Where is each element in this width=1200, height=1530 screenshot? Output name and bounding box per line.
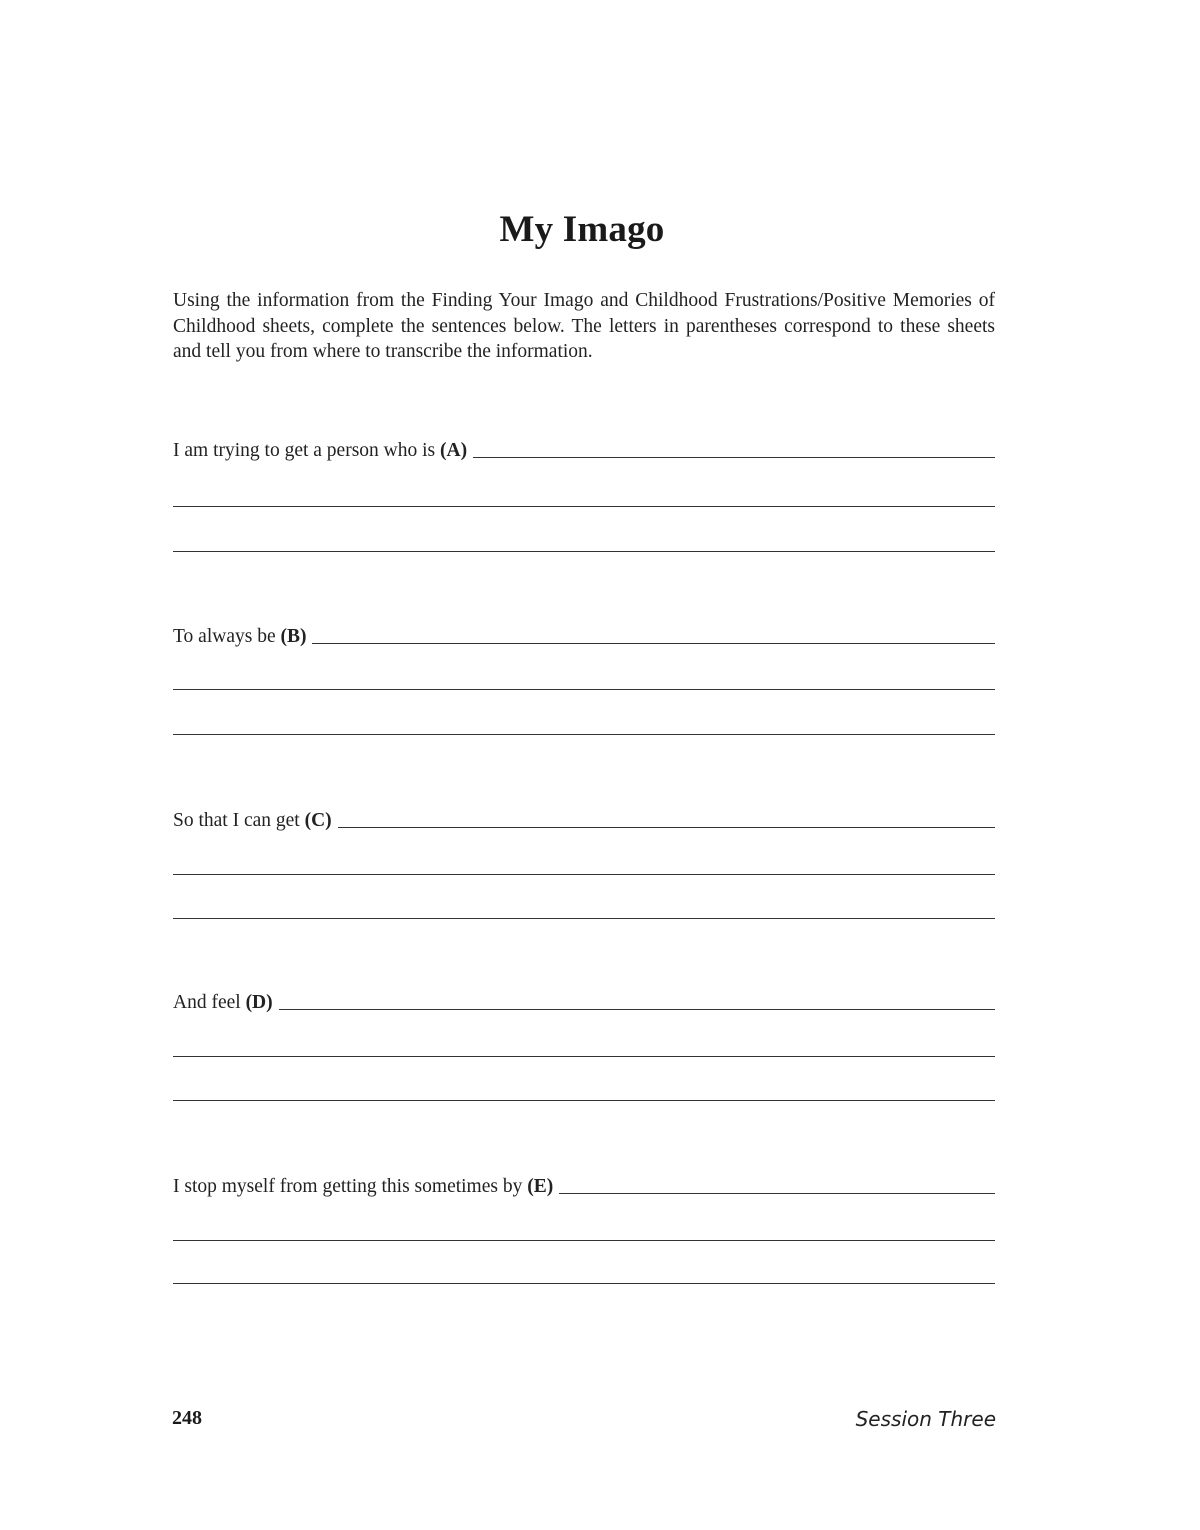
field-e — [173, 1170, 995, 1198]
field-e-answer-line-1[interactable] — [559, 1192, 995, 1194]
instructions-paragraph: Using the information from the Finding Your Imago and Childhood Frustrations/Positive Memories of Childhood sheets, complete the sentences below. The letters in parentheses correspond to these sheets and tell you from where to transcribe the information. — [173, 290, 995, 362]
field-e-answer-line-2[interactable] — [173, 1240, 995, 1241]
page-number: 248 — [172, 1407, 202, 1429]
field-d-answer-line-1[interactable] — [279, 1008, 995, 1010]
field-d-prompt: And feel (D) — [173, 992, 273, 1013]
field-c-answer-line-1[interactable] — [338, 826, 995, 828]
field-c-prompt: So that I can get (C) — [173, 810, 332, 831]
page-title: My Imago — [499, 209, 665, 250]
field-b-prompt: To always be (B) — [173, 626, 307, 647]
field-a-answer-line-2[interactable] — [173, 506, 995, 507]
field-d-answer-line-3[interactable] — [173, 1100, 995, 1101]
field-e-answer-line-3[interactable] — [173, 1283, 995, 1284]
field-a-prompt: I am trying to get a person who is (A) — [173, 440, 468, 461]
field-d-answer-line-2[interactable] — [173, 1056, 995, 1057]
field-b-answer-line-3[interactable] — [173, 734, 995, 735]
field-a-code: (A) — [440, 440, 468, 461]
field-a-answer-line-3[interactable] — [173, 551, 995, 552]
field-e-prompt: I stop myself from getting this sometimes by (E) — [173, 1176, 554, 1197]
field-b-answer-line-2[interactable] — [173, 689, 995, 690]
section-label: Session Three — [855, 1407, 996, 1431]
field-c-answer-line-2[interactable] — [173, 874, 995, 875]
field-b-answer-line-1[interactable] — [312, 642, 995, 644]
field-d — [173, 986, 995, 1014]
field-c-answer-line-3[interactable] — [173, 918, 995, 919]
field-c-code: (C) — [304, 810, 332, 831]
field-a — [173, 434, 995, 462]
field-b-code: (B) — [280, 626, 307, 647]
field-d-code: (D) — [245, 992, 273, 1013]
field-c — [173, 804, 995, 832]
field-a-answer-line-1[interactable] — [473, 456, 995, 458]
field-e-code: (E) — [527, 1176, 554, 1197]
field-b — [173, 620, 995, 648]
